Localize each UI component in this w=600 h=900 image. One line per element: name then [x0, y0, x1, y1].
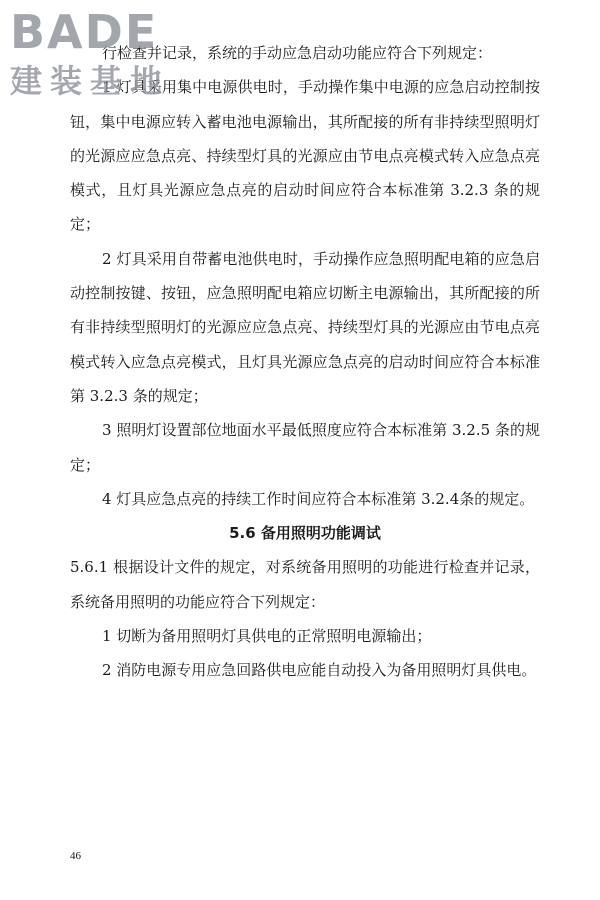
- paragraph-intro: 行检查并记录，系统的手动应急启动功能应符合下列规定：: [102, 44, 493, 62]
- watermark-latin: BADE: [10, 5, 159, 59]
- clause-5-6-1: 5.6.1 根据设计文件的规定，对系统备用照明的功能进行检查并记录，系统备用照明的功能应符合下列规定：: [70, 558, 540, 611]
- document-body: [70, 36, 540, 688]
- paragraph-item-4: 4 灯具应急点亮的持续工作时间应符合本标准第 3.2.4条的规定。: [102, 489, 535, 508]
- paragraph-item-2: 2 灯具采用自带蓄电池供电时，手动操作应急照明配电箱的应急启动控制按键、按钮，应急照明配电箱应切断主电源输出，其所配接的所有非持续型照明灯的光源应应急点亮、持续型灯具的光源应由节电点亮模式转入应急点亮模式，且灯具光源应急点亮的启动时间应符合本标准第 3.2.3 条的规定；: [70, 249, 540, 405]
- section-heading: 5.6 备用照明功能调试: [229, 524, 381, 543]
- watermark-chinese: 建装基地: [10, 62, 171, 100]
- paragraph-item-3: 3 照明灯设置部位地面水平最低照度应符合本标准第 3.2.5 条的规定；: [70, 421, 540, 474]
- paragraph-item-1: 1 灯具采用集中电源供电时，手动操作集中电源的应急启动控制按钮，集中电源应转入蓄电池电源输出，其所配接的所有非持续型照明灯的光源应应急点亮、持续型灯具的光源应由节电点亮模式转入应急点亮模式，且灯具光源应急点亮的启动时间应符合本标准第 3.2.3 条的规定；: [70, 78, 540, 234]
- page-number: 46: [70, 850, 81, 862]
- clause-item-2: 2 消防电源专用应急回路供电应能自动投入为备用照明灯具供电。: [102, 661, 537, 680]
- clause-item-1: 1 切断为备用照明灯具供电的正常照明电源输出；: [102, 627, 432, 646]
